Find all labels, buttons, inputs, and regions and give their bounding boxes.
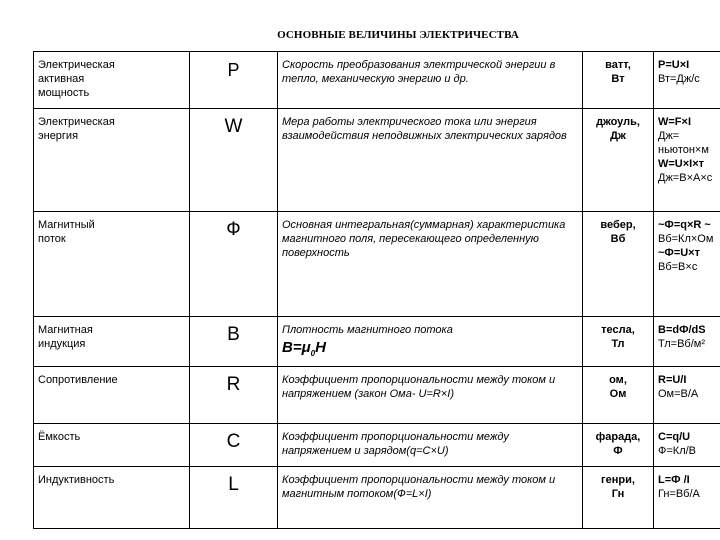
quantity-symbol: P (190, 52, 278, 109)
table-row (34, 109, 720, 212)
quantity-description: Коэффициент пропорциональности между током и магнитным потоком(Ф=L×I) (278, 467, 583, 529)
quantity-description: Скорость преобразования электрической энергии в тепло, механическую энергию и др. (278, 52, 583, 109)
table-row (34, 367, 720, 424)
quantity-symbol: C (190, 424, 278, 467)
quantity-unit: вебер, Вб (583, 212, 654, 317)
table-row (34, 52, 720, 109)
quantity-symbol: L (190, 467, 278, 529)
quantity-symbol: R (190, 367, 278, 424)
table-row (34, 212, 720, 317)
quantity-name: Электрическая активная мощность (34, 52, 190, 109)
quantity-unit: генри, Гн (583, 467, 654, 529)
quantity-unit: ватт, Вт (583, 52, 654, 109)
quantity-name: Магнитная индукция (34, 317, 190, 367)
quantity-name: Сопротивление (34, 367, 190, 424)
quantity-formula: ~Ф=q×R ~ Вб=Кл×Ом ~Ф=U×т Вб=В×с (654, 212, 720, 317)
quantity-unit: ом, Ом (583, 367, 654, 424)
quantity-description: Коэффициент пропорциональности между напряжением и зарядом(q=C×U) (278, 424, 583, 467)
quantity-formula: R=U/I Ом=В/А (654, 367, 720, 424)
quantity-symbol: W (190, 109, 278, 212)
quantity-unit: тесла, Тл (583, 317, 654, 367)
quantity-unit: джоуль, Дж (583, 109, 654, 212)
quantity-name: Магнитный поток (34, 212, 190, 317)
table-row (34, 424, 720, 467)
quantity-symbol: Ф (190, 212, 278, 317)
quantity-description: Коэффициент пропорциональности между током и напряжением (закон Ома- U=R×I) (278, 367, 583, 424)
quantity-formula: B=dФ/dS Тл=Вб/м² (654, 317, 720, 367)
quantity-formula: P=U×I Вт=Дж/с (654, 52, 720, 109)
quantity-name: Электрическая энергия (34, 109, 190, 212)
quantity-formula: L=Ф /I Гн=Вб/А (654, 467, 720, 529)
quantity-formula: C=q/U Ф=Кл/В (654, 424, 720, 467)
quantity-symbol: B (190, 317, 278, 367)
quantity-formula: W=F×I Дж= ньютон×м W=U×I×т Дж=В×А×с (654, 109, 720, 212)
quantity-name: Индуктивность (34, 467, 190, 529)
quantities-table (33, 51, 720, 529)
quantity-unit: фарада, Ф (583, 424, 654, 467)
quantity-name: Ёмкость (34, 424, 190, 467)
table-row (34, 467, 720, 529)
quantity-description: Плотность магнитного потока $B=\mu_0H$ (278, 317, 583, 367)
table-row (34, 317, 720, 367)
page-title: ОСНОВНЫЕ ВЕЛИЧИНЫ ЭЛЕКТРИЧЕСТВА (277, 29, 519, 41)
induction-formula: $B=\mu_0H$ (282, 339, 326, 358)
quantity-description: Основная интегральная(суммарная) характеристика магнитного поля, пересекающего определенную поверхность (278, 212, 583, 317)
quantity-description: Мера работы электрического тока или энергия взаимодействия неподвижных электрических зарядов (278, 109, 583, 212)
